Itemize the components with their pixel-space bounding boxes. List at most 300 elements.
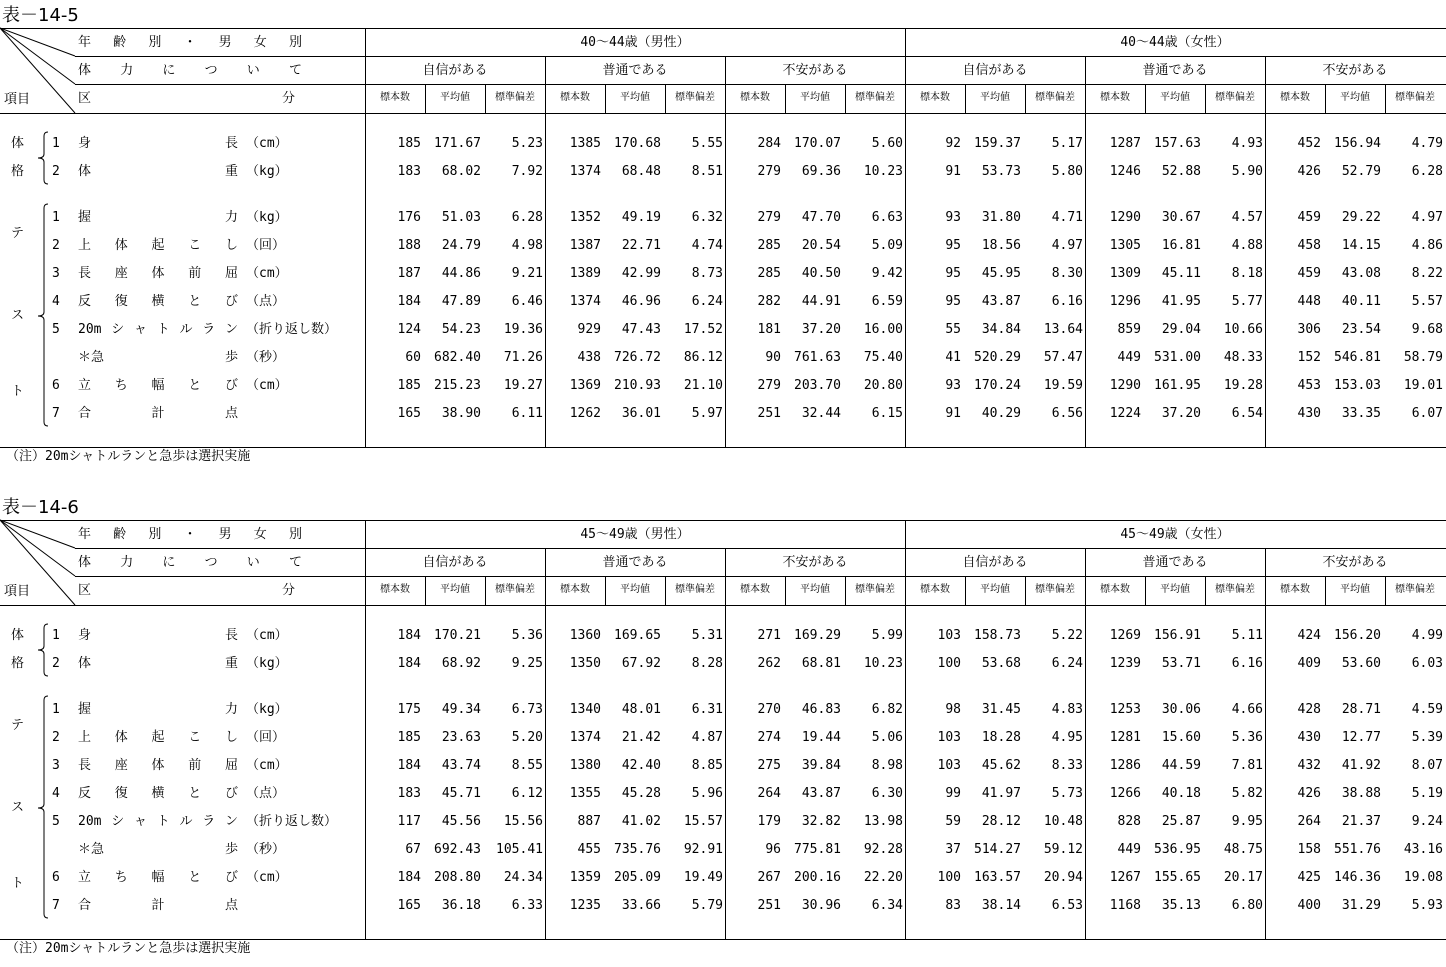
item-unit: （点） (246, 294, 286, 309)
cell-value: 93 (945, 378, 961, 393)
cell-value: 430 (1297, 730, 1321, 745)
cell-value: 29.04 (1161, 322, 1201, 337)
sub-header: 標本数 (560, 584, 590, 595)
cell-value: 45.71 (441, 786, 481, 801)
group-header: 不安がある (1322, 555, 1388, 570)
item-name-char: と (188, 870, 202, 885)
cell-value: 28.12 (981, 814, 1021, 829)
item-number: 2 (52, 656, 60, 671)
cell-value: 6.16 (1051, 294, 1083, 309)
item-name-char: 反 (78, 786, 92, 801)
cell-value: 49.19 (621, 210, 661, 225)
cell-value: 158 (1297, 842, 1321, 857)
item-name-char: ャ (133, 322, 147, 337)
item-name-char: 屈 (224, 758, 238, 773)
item-number: 5 (52, 322, 60, 337)
cell-value: 5.23 (511, 136, 543, 151)
item-number: 7 (52, 898, 60, 913)
cell-value: 8.73 (691, 266, 723, 281)
sub-header: 標準偏差 (495, 92, 535, 103)
item-name-char: 点 (224, 406, 238, 421)
cell-value: 432 (1297, 758, 1321, 773)
cell-value: 98 (945, 702, 961, 717)
table-top-rule (0, 28, 1446, 29)
group-header: 普通である (1142, 63, 1208, 78)
item-name-char: び (224, 870, 238, 885)
cell-value: 68.92 (441, 656, 481, 671)
cell-value: 45.62 (981, 758, 1021, 773)
cell-value: 4.87 (691, 730, 723, 745)
cell-value: 1340 (569, 702, 601, 717)
cell-value: 93 (945, 210, 961, 225)
side-label-test: テ (11, 718, 25, 733)
cell-value: 117 (397, 814, 421, 829)
cell-value: 8.33 (1051, 758, 1083, 773)
cell-value: 210.93 (614, 378, 661, 393)
cell-value: 6.12 (511, 786, 543, 801)
cell-value: 47.89 (441, 294, 481, 309)
sub-header: 標準偏差 (1035, 92, 1075, 103)
item-name-char: 握 (78, 210, 92, 225)
cell-value: 6.46 (511, 294, 543, 309)
group-header: 普通である (602, 63, 668, 78)
cell-value: 5.79 (691, 898, 723, 913)
cell-value: 95 (945, 294, 961, 309)
cell-value: 1281 (1109, 730, 1141, 745)
cell-value: 208.80 (434, 870, 481, 885)
side-label-body: 体 (11, 628, 25, 643)
cell-value: 45.56 (441, 814, 481, 829)
group-header: 普通である (1142, 555, 1208, 570)
cell-value: 45.95 (981, 266, 1021, 281)
item-name-char: 長 (78, 266, 92, 281)
item-name-char: 計 (151, 406, 165, 421)
cell-value: 6.31 (691, 702, 723, 717)
cell-value: 48.01 (621, 702, 661, 717)
cell-value: 6.28 (511, 210, 543, 225)
cell-value: 438 (577, 350, 601, 365)
cell-value: 6.34 (871, 898, 903, 913)
item-name (78, 786, 238, 802)
cell-value: 53.68 (981, 656, 1021, 671)
cell-value: 6.33 (511, 898, 543, 913)
cell-value: 5.97 (691, 406, 723, 421)
cell-value: 262 (757, 656, 781, 671)
cell-value: 183 (397, 786, 421, 801)
cell-value: 5.60 (871, 136, 903, 151)
cell-value: 4.97 (1051, 238, 1083, 253)
cell-value: 55 (945, 322, 961, 337)
body-brace (38, 624, 48, 676)
cell-value: 28.71 (1341, 702, 1381, 717)
item-name (78, 210, 238, 226)
cell-value: 6.73 (511, 702, 543, 717)
item-name (78, 294, 238, 310)
cell-value: 4.74 (691, 238, 723, 253)
cell-value: 1369 (569, 378, 601, 393)
header-physical-char: に (162, 63, 176, 78)
cell-value: 520.29 (974, 350, 1021, 365)
cell-value: 9.25 (511, 656, 543, 671)
item-number: 4 (52, 786, 60, 801)
item-name-char: 握 (78, 702, 92, 717)
cell-value: 4.83 (1051, 702, 1083, 717)
sub-header: 標準偏差 (495, 584, 535, 595)
cell-value: 45.28 (621, 786, 661, 801)
cell-value: 8.22 (1411, 266, 1443, 281)
cell-value: 156.20 (1334, 628, 1381, 643)
item-number: 1 (52, 702, 60, 717)
cell-value: 5.19 (1411, 786, 1443, 801)
cell-value: 458 (1297, 238, 1321, 253)
cell-value: 1359 (569, 870, 601, 885)
cell-value: 1290 (1109, 210, 1141, 225)
item-number: 3 (52, 266, 60, 281)
cell-value: 6.03 (1411, 656, 1443, 671)
cell-value: 169.29 (794, 628, 841, 643)
table-block (0, 0, 1446, 475)
cell-value: 215.23 (434, 378, 481, 393)
sub-header: 平均値 (1340, 584, 1370, 595)
sub-header: 平均値 (1160, 584, 1190, 595)
cell-value: 1374 (569, 294, 601, 309)
cell-value: 41.97 (981, 786, 1021, 801)
item-name-char: 前 (188, 266, 202, 281)
cell-value: 200.16 (794, 870, 841, 885)
cell-value: 184 (397, 628, 421, 643)
cell-value: 5.39 (1411, 730, 1443, 745)
header-physical-char: に (162, 555, 176, 570)
item-name-char: 計 (151, 898, 165, 913)
cell-value: 5.06 (871, 730, 903, 745)
sub-header: 標本数 (740, 584, 770, 595)
item-name (78, 136, 238, 152)
cell-value: 8.98 (871, 758, 903, 773)
cell-value: 75.40 (863, 350, 903, 365)
cell-value: 15.57 (683, 814, 723, 829)
cell-value: 1296 (1109, 294, 1141, 309)
item-name (78, 628, 238, 644)
cell-value: 5.55 (691, 136, 723, 151)
cell-value: 1355 (569, 786, 601, 801)
cell-value: 68.48 (621, 164, 661, 179)
cell-value: 103 (937, 758, 961, 773)
header-physical (78, 555, 302, 571)
cell-value: 1380 (569, 758, 601, 773)
item-number: 1 (52, 210, 60, 225)
header-physical-char: 体 (78, 555, 92, 570)
header-section-right: 分 (282, 583, 296, 598)
cell-value: 153.03 (1334, 378, 1381, 393)
cell-value: 19.28 (1223, 378, 1263, 393)
item-name-char: ラ (202, 322, 216, 337)
item-name-char: ン (224, 814, 238, 829)
cell-value: 1239 (1109, 656, 1141, 671)
item-name-char: シ (111, 322, 125, 337)
item-name (78, 898, 238, 914)
cell-value: 5.80 (1051, 164, 1083, 179)
item-name-char: 長 (224, 136, 238, 151)
item-name-char: シ (111, 814, 125, 829)
header-physical-char: つ (204, 555, 218, 570)
cell-value: 179 (757, 814, 781, 829)
cell-value: 34.84 (981, 322, 1021, 337)
cell-value: 31.45 (981, 702, 1021, 717)
cell-value: 43.87 (981, 294, 1021, 309)
cell-value: 9.21 (511, 266, 543, 281)
sub-header: 標準偏差 (1395, 584, 1435, 595)
cell-value: 42.99 (621, 266, 661, 281)
cell-value: 100 (937, 656, 961, 671)
cell-value: 9.68 (1411, 322, 1443, 337)
cell-value: 5.96 (691, 786, 723, 801)
item-name-char: 合 (78, 898, 92, 913)
cell-value: 52.88 (1161, 164, 1201, 179)
sub-header: 平均値 (980, 92, 1010, 103)
cell-value: 692.43 (434, 842, 481, 857)
cell-value: 6.11 (511, 406, 543, 421)
cell-value: 86.12 (683, 350, 723, 365)
cell-value: 5.22 (1051, 628, 1083, 643)
cell-value: 551.76 (1334, 842, 1381, 857)
cell-value: 6.24 (1051, 656, 1083, 671)
sub-header: 標本数 (920, 584, 950, 595)
cell-value: 39.84 (801, 758, 841, 773)
cell-value: 45.11 (1161, 266, 1201, 281)
cell-value: 25.87 (1161, 814, 1201, 829)
cell-value: 5.99 (871, 628, 903, 643)
sub-header: 標本数 (560, 92, 590, 103)
cell-value: 5.36 (1231, 730, 1263, 745)
cell-value: 52.79 (1341, 164, 1381, 179)
cell-value: 21.42 (621, 730, 661, 745)
sub-header: 標準偏差 (1035, 584, 1075, 595)
cell-value: 15.56 (503, 814, 543, 829)
header-section-left: 区 (78, 91, 92, 106)
cell-value: 21.10 (683, 378, 723, 393)
group-header: 不安がある (1322, 63, 1388, 78)
cell-value: 17.52 (683, 322, 723, 337)
cell-value: 8.85 (691, 758, 723, 773)
item-number: 2 (52, 238, 60, 253)
item-unit: （cm） (246, 378, 288, 393)
header-rule (75, 56, 1446, 57)
header-age-sex-char: ・ (183, 35, 197, 50)
item-unit: （折り返し数） (246, 814, 338, 829)
cell-value: 19.27 (503, 378, 543, 393)
cell-value: 828 (1117, 814, 1141, 829)
cell-value: 38.90 (441, 406, 481, 421)
item-name (78, 406, 238, 422)
cell-value: 31.29 (1341, 898, 1381, 913)
cell-value: 40.29 (981, 406, 1021, 421)
cell-value: 279 (757, 164, 781, 179)
sub-header: 標本数 (1280, 584, 1310, 595)
cell-value: 279 (757, 210, 781, 225)
cell-value: 59 (945, 814, 961, 829)
cell-value: 171.67 (434, 136, 481, 151)
cell-value: 4.66 (1231, 702, 1263, 717)
cell-value: 37.20 (801, 322, 841, 337)
item-number: 1 (52, 136, 60, 151)
cell-value: 185 (397, 378, 421, 393)
cell-value: 6.28 (1411, 164, 1443, 179)
cell-value: 69.36 (801, 164, 841, 179)
cell-value: 19.59 (1043, 378, 1083, 393)
stats-table (0, 28, 1446, 447)
side-label-test: テ (11, 226, 25, 241)
cell-value: 8.30 (1051, 266, 1083, 281)
cell-value: 95 (945, 238, 961, 253)
header-age-sex-char: 年 (78, 35, 92, 50)
cell-value: 67.92 (621, 656, 661, 671)
cell-value: 33.66 (621, 898, 661, 913)
group-header: 不安がある (782, 555, 848, 570)
header-physical-char: つ (204, 63, 218, 78)
header-section-left: 区 (78, 583, 92, 598)
cell-value: 103 (937, 628, 961, 643)
cell-value: 8.55 (511, 758, 543, 773)
item-name-char: び (224, 294, 238, 309)
cell-value: 8.18 (1231, 266, 1263, 281)
cell-value: 6.53 (1051, 898, 1083, 913)
item-name-char: ト (156, 814, 170, 829)
cell-value: 184 (397, 870, 421, 885)
group-header: 不安がある (782, 63, 848, 78)
cell-value: 267 (757, 870, 781, 885)
cell-value: 4.59 (1411, 702, 1443, 717)
cell-value: 1287 (1109, 136, 1141, 151)
cell-value: 285 (757, 238, 781, 253)
cell-value: 31.80 (981, 210, 1021, 225)
item-name-char: 体 (114, 238, 128, 253)
side-label-test: ス (11, 308, 25, 323)
cell-value: 9.42 (871, 266, 903, 281)
cell-value: 1269 (1109, 628, 1141, 643)
item-name (78, 238, 238, 254)
cell-value: 10.48 (1043, 814, 1083, 829)
item-name (78, 702, 238, 718)
item-name (78, 814, 238, 830)
cell-value: 7.92 (511, 164, 543, 179)
cell-value: 6.07 (1411, 406, 1443, 421)
cell-value: 409 (1297, 656, 1321, 671)
cell-value: 4.98 (511, 238, 543, 253)
cell-value: 448 (1297, 294, 1321, 309)
cell-value: 159.37 (974, 136, 1021, 151)
sub-header: 標準偏差 (1215, 92, 1255, 103)
item-unit: （点） (246, 786, 286, 801)
item-number: 4 (52, 294, 60, 309)
header-rule (75, 576, 1446, 577)
cell-value: 185 (397, 136, 421, 151)
cell-value: 60 (405, 350, 421, 365)
cell-value: 514.27 (974, 842, 1021, 857)
item-name-char: ト (156, 322, 170, 337)
cell-value: 5.36 (511, 628, 543, 643)
item-name-char: ル (179, 322, 193, 337)
sub-header: 標本数 (920, 92, 950, 103)
cell-value: 775.81 (794, 842, 841, 857)
cell-value: 424 (1297, 628, 1321, 643)
header-physical-char: 体 (78, 63, 92, 78)
header-physical-char: い (246, 63, 260, 78)
side-label-test: ト (11, 384, 25, 399)
cell-value: 22.71 (621, 238, 661, 253)
header-age-sex-char: 男 (218, 35, 232, 50)
cell-value: 40.11 (1341, 294, 1381, 309)
cell-value: 726.72 (614, 350, 661, 365)
cell-value: 44.59 (1161, 758, 1201, 773)
item-name-char: 上 (78, 238, 92, 253)
cell-value: 426 (1297, 786, 1321, 801)
cell-value: 6.30 (871, 786, 903, 801)
cell-value: 251 (757, 406, 781, 421)
item-name-char: 起 (151, 730, 165, 745)
item-unit: （cm） (246, 266, 288, 281)
cell-value: 37 (945, 842, 961, 857)
cell-value: 38.88 (1341, 786, 1381, 801)
header-physical (78, 63, 302, 79)
cell-value: 184 (397, 758, 421, 773)
item-name-char: 長 (78, 758, 92, 773)
header-age-sex-char: 別 (148, 527, 162, 542)
item-name-char: 屈 (224, 266, 238, 281)
item-number: 6 (52, 870, 60, 885)
sub-header: 平均値 (800, 584, 830, 595)
cell-value: 453 (1297, 378, 1321, 393)
item-name (78, 730, 238, 746)
cell-value: 5.31 (691, 628, 723, 643)
cell-value: 4.88 (1231, 238, 1263, 253)
cell-value: 449 (1117, 842, 1141, 857)
cell-value: 48.33 (1223, 350, 1263, 365)
item-name-char: 身 (78, 628, 92, 643)
header-age-sex-char: 年 (78, 527, 92, 542)
cell-value: 38.14 (981, 898, 1021, 913)
table-bottom-rule (0, 939, 1446, 940)
cell-value: 6.32 (691, 210, 723, 225)
item-name-char: ン (224, 322, 238, 337)
item-name-char: 力 (224, 210, 238, 225)
item-name-char: し (224, 238, 238, 253)
cell-value: 13.98 (863, 814, 903, 829)
item-unit: （cm） (246, 758, 288, 773)
cell-value: 7.81 (1231, 758, 1263, 773)
header-age-sex-char: 齢 (113, 527, 127, 542)
cell-value: 170.24 (974, 378, 1021, 393)
cell-value: 6.24 (691, 294, 723, 309)
cell-value: 449 (1117, 350, 1141, 365)
cell-value: 5.77 (1231, 294, 1263, 309)
sub-header: 標本数 (740, 92, 770, 103)
cell-value: 6.54 (1231, 406, 1263, 421)
cell-value: 13.64 (1043, 322, 1083, 337)
sub-header: 標準偏差 (855, 584, 895, 595)
item-name-char: 体 (78, 656, 92, 671)
item-unit: （kg） (246, 656, 288, 671)
item-name-char: 体 (151, 758, 165, 773)
item-name-char: ＊急 (78, 350, 105, 365)
item-name-char: び (224, 786, 238, 801)
cell-value: 157.63 (1154, 136, 1201, 151)
sub-header: 平均値 (1160, 92, 1190, 103)
item-name-char: 体 (151, 266, 165, 281)
cell-value: 24.79 (441, 238, 481, 253)
item-name (78, 350, 238, 366)
sub-header: 標準偏差 (1395, 92, 1435, 103)
item-name-char: 立 (78, 870, 92, 885)
